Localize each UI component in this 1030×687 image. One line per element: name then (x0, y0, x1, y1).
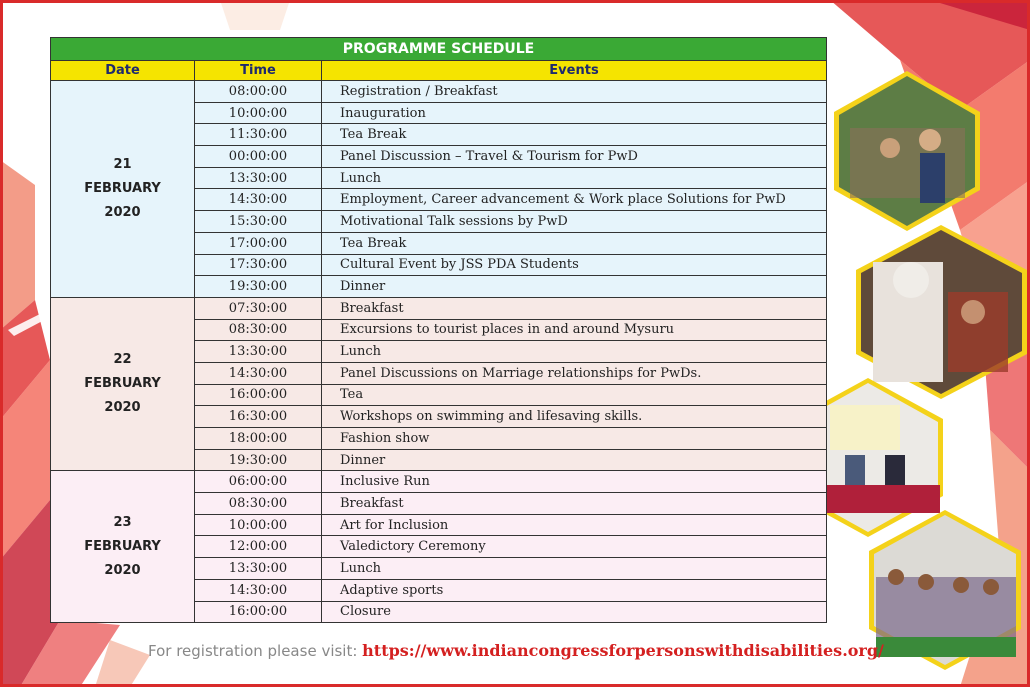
programme-schedule-table (50, 37, 827, 623)
event-cell: Art for Inclusion (322, 514, 827, 536)
time-cell: 11:30:00 (195, 124, 322, 146)
schedule-title: PROGRAMME SCHEDULE (51, 38, 827, 61)
date-year: 2020 (104, 204, 141, 220)
time-cell: 19:30:00 (195, 276, 322, 298)
time-cell: 14:30:00 (195, 579, 322, 601)
time-cell: 18:00:00 (195, 428, 322, 450)
event-cell: Lunch (322, 558, 827, 580)
event-cell: Motivational Talk sessions by PwD (322, 211, 827, 233)
event-cell: Inauguration (322, 102, 827, 124)
time-cell: 08:30:00 (195, 493, 322, 515)
schedule-body (51, 81, 827, 623)
event-cell: Lunch (322, 341, 827, 363)
event-cell: Closure (322, 601, 827, 623)
time-cell: 16:30:00 (195, 406, 322, 428)
event-cell: Tea Break (322, 124, 827, 146)
event-photo-1 (830, 68, 984, 234)
date-cell (51, 81, 195, 298)
time-cell: 12:00:00 (195, 536, 322, 558)
time-cell: 15:30:00 (195, 211, 322, 233)
time-cell: 08:30:00 (195, 319, 322, 341)
time-cell: 19:30:00 (195, 449, 322, 471)
event-cell: Fashion show (322, 428, 827, 450)
event-cell: Registration / Breakfast (322, 81, 827, 103)
date-month: FEBRUARY (84, 538, 161, 554)
time-cell: 13:30:00 (195, 558, 322, 580)
time-cell: 13:30:00 (195, 167, 322, 189)
time-cell: 00:00:00 (195, 146, 322, 168)
event-cell: Inclusive Run (322, 471, 827, 493)
event-photo-4 (866, 507, 1024, 673)
schedule-row (51, 81, 827, 103)
column-header-date: Date (51, 61, 195, 81)
time-cell: 07:30:00 (195, 297, 322, 319)
event-cell: Adaptive sports (322, 579, 827, 601)
time-cell: 16:00:00 (195, 601, 322, 623)
event-cell: Panel Discussion – Travel & Tourism for PwD (322, 146, 827, 168)
event-cell: Breakfast (322, 297, 827, 319)
date-day: 21 (113, 156, 132, 172)
date-month: FEBRUARY (84, 376, 161, 392)
event-cell: Valedictory Ceremony (322, 536, 827, 558)
date-day: 22 (113, 352, 132, 368)
event-cell: Tea Break (322, 232, 827, 254)
time-cell: 16:00:00 (195, 384, 322, 406)
event-cell: Lunch (322, 167, 827, 189)
event-cell: Dinner (322, 449, 827, 471)
date-cell (51, 471, 195, 623)
time-cell: 14:30:00 (195, 362, 322, 384)
event-cell: Excursions to tourist places in and around Mysuru (322, 319, 827, 341)
column-header-time: Time (195, 61, 322, 81)
schedule-row (51, 297, 827, 319)
schedule-row (51, 471, 827, 493)
event-cell: Employment, Career advancement & Work place Solutions for PwD (322, 189, 827, 211)
event-cell: Cultural Event by JSS PDA Students (322, 254, 827, 276)
date-cell (51, 297, 195, 471)
date-month: FEBRUARY (84, 180, 161, 196)
time-cell: 14:30:00 (195, 189, 322, 211)
event-cell: Panel Discussions on Marriage relationships for PwDs. (322, 362, 827, 384)
time-cell: 08:00:00 (195, 81, 322, 103)
registration-footer (148, 641, 884, 660)
column-header-events: Events (322, 61, 827, 81)
time-cell: 17:30:00 (195, 254, 322, 276)
registration-link[interactable]: https://www.indiancongressforpersonswithdisabilities.org/ (362, 641, 884, 660)
date-day: 23 (113, 514, 132, 530)
event-cell: Dinner (322, 276, 827, 298)
time-cell: 06:00:00 (195, 471, 322, 493)
time-cell: 10:00:00 (195, 102, 322, 124)
date-year: 2020 (104, 400, 141, 416)
time-cell: 13:30:00 (195, 341, 322, 363)
registration-label: For registration please visit: (148, 642, 363, 660)
date-year: 2020 (104, 562, 141, 578)
event-cell: Breakfast (322, 493, 827, 515)
event-cell: Workshops on swimming and lifesaving skills. (322, 406, 827, 428)
time-cell: 10:00:00 (195, 514, 322, 536)
time-cell: 17:00:00 (195, 232, 322, 254)
event-cell: Tea (322, 384, 827, 406)
